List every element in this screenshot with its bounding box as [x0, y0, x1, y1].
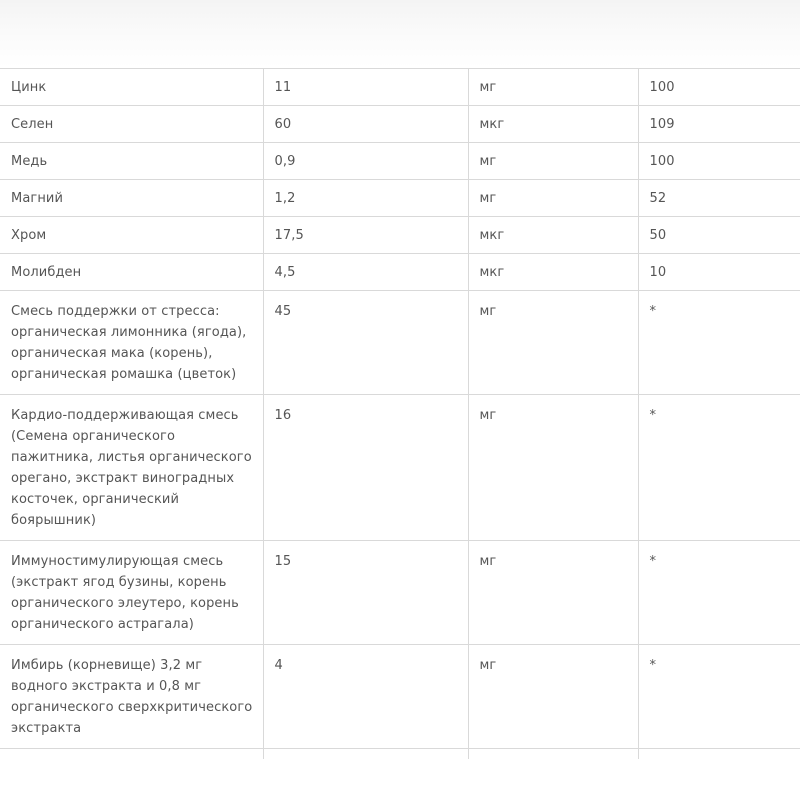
table-row — [0, 106, 800, 143]
ingredient-name: Хром — [0, 217, 263, 254]
ingredient-name: Селен — [0, 106, 263, 143]
table-row — [0, 541, 800, 645]
daily-value: * — [638, 395, 800, 541]
cropped-top-area — [0, 0, 800, 68]
daily-value: 100 — [638, 143, 800, 180]
ingredient-unit: мг — [468, 541, 638, 645]
ingredient-amount: 4 — [263, 645, 468, 749]
ingredient-unit: мг — [468, 645, 638, 749]
table-row-cropped — [0, 749, 800, 759]
ingredient-amount: 4,5 — [263, 254, 468, 291]
ingredient-amount: 45 — [263, 291, 468, 395]
table-row — [0, 217, 800, 254]
daily-value: * — [638, 645, 800, 749]
ingredient-unit: мг — [468, 395, 638, 541]
daily-value: 100 — [638, 69, 800, 106]
table-row — [0, 291, 800, 395]
ingredient-amount: 0,9 — [263, 143, 468, 180]
daily-value: * — [638, 291, 800, 395]
table-row — [0, 143, 800, 180]
cropped-cell — [468, 749, 638, 759]
ingredient-amount: 17,5 — [263, 217, 468, 254]
ingredient-amount: 16 — [263, 395, 468, 541]
nutrient-table — [0, 68, 800, 759]
ingredient-unit: мг — [468, 143, 638, 180]
ingredient-unit: мг — [468, 291, 638, 395]
ingredient-unit: мкг — [468, 217, 638, 254]
ingredient-name: Молибден — [0, 254, 263, 291]
ingredient-amount: 15 — [263, 541, 468, 645]
ingredient-amount: 11 — [263, 69, 468, 106]
ingredient-name: Кардио-поддерживающая смесь (Семена органического пажитника, листья органического орегано, экстракт виноградных косточек, органический боярышник) — [0, 395, 263, 541]
ingredient-amount: 60 — [263, 106, 468, 143]
ingredient-name: Цинк — [0, 69, 263, 106]
table-row — [0, 180, 800, 217]
ingredient-name: Медь — [0, 143, 263, 180]
table-row — [0, 254, 800, 291]
ingredient-name: Имбирь (корневище) 3,2 мг водного экстракта и 0,8 мг органического сверхкритического экстракта — [0, 645, 263, 749]
ingredient-name: Магний — [0, 180, 263, 217]
ingredient-unit: мкг — [468, 106, 638, 143]
table-row — [0, 69, 800, 106]
daily-value: 10 — [638, 254, 800, 291]
daily-value: 50 — [638, 217, 800, 254]
cropped-cell — [263, 749, 468, 759]
daily-value: 52 — [638, 180, 800, 217]
daily-value: 109 — [638, 106, 800, 143]
ingredient-name: Смесь поддержки от стресса: органическая лимонника (ягода), органическая мака (корень), органическая ромашка (цветок) — [0, 291, 263, 395]
ingredient-name: Иммуностимулирующая смесь (экстракт ягод бузины, корень органического элеутеро, корень органического астрагала) — [0, 541, 263, 645]
ingredient-unit: мг — [468, 69, 638, 106]
ingredient-unit: мг — [468, 180, 638, 217]
cropped-cell — [0, 749, 263, 759]
daily-value: * — [638, 541, 800, 645]
cropped-cell — [638, 749, 800, 759]
table-row — [0, 395, 800, 541]
ingredient-unit: мкг — [468, 254, 638, 291]
ingredient-amount: 1,2 — [263, 180, 468, 217]
table-row — [0, 645, 800, 749]
